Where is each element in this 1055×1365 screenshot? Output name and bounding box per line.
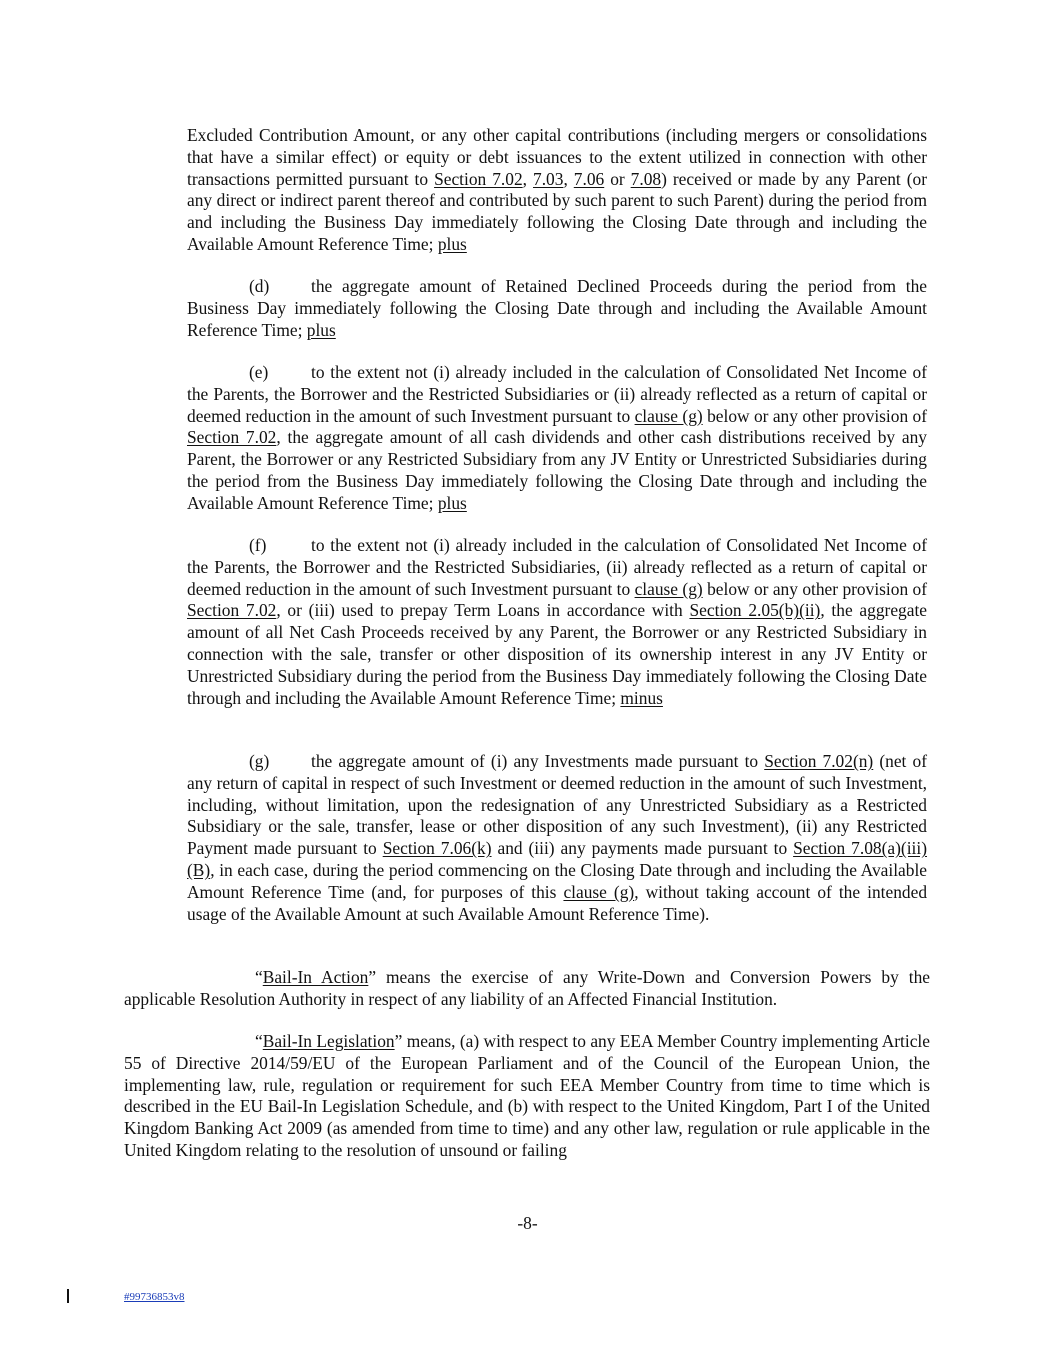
- clause-d: [187, 276, 927, 341]
- section-reference: Section 7.02: [434, 168, 523, 189]
- section-reference: 7.08: [630, 168, 662, 189]
- connector-word: plus: [306, 319, 336, 340]
- clause-e: [187, 362, 927, 515]
- defined-term: Bail-In Action: [262, 967, 369, 987]
- section-reference: Section 7.02: [187, 427, 277, 448]
- section-reference: 7.06: [573, 168, 605, 189]
- section-reference: 7.03: [533, 168, 564, 189]
- connector-word: minus: [620, 687, 663, 708]
- section-reference: Section 7.02: [187, 600, 277, 621]
- defined-term: Bail-In Legislation: [262, 1031, 395, 1051]
- paragraph-continuation: [187, 125, 927, 256]
- clause-g: [187, 751, 927, 925]
- open-quote: “: [255, 1031, 263, 1051]
- clause-text: (net of any return of capital in respect of such Investment or deemed reduction in the amount of such Investment, including, without limitation, upon the redesignation of any Unrestricted Subsidiary as a Restricted Subsidiary or the sale, transfer, lease or other disposition of any such Investment), (ii) any Restricted Payment made pursuant to: [187, 751, 927, 859]
- connector-word: plus: [437, 492, 467, 513]
- clause-text: below or any other provision of: [702, 578, 928, 599]
- section-reference: Section 7.08(a)(iii)(B): [187, 838, 927, 880]
- clause-label: (d): [249, 276, 270, 296]
- separator: ,: [563, 168, 574, 189]
- definition-bail-in-legislation: [124, 1031, 930, 1162]
- separator: or: [604, 168, 631, 189]
- section-reference: Section 7.02(n): [764, 751, 874, 771]
- definition-text: ” means the exercise of any Write-Down and Conversion Powers by the applicable Resolution Authority in respect of any liability of an Affected Financial Institution.: [124, 967, 930, 1009]
- clause-label: (e): [249, 362, 269, 382]
- clause-text: below or any other provision of: [702, 405, 928, 426]
- clause-label: (f): [249, 535, 267, 555]
- connector-word: plus: [437, 233, 467, 254]
- clause-text: the aggregate amount of Retained Declined Proceeds during the period from the Business Day immediately following the Closing Date through and including the Available Amount Reference Time;: [187, 276, 927, 340]
- clause-text: , or (iii) used to prepay Term Loans in accordance with: [276, 600, 690, 621]
- section-reference: Section 2.05(b)(ii): [689, 600, 821, 621]
- clause-text: to the extent not (i) already included in the calculation of Consolidated Net Income of the Parents, the Borrower and the Restricted Subsidiaries, (ii) already reflected as a return of capital or deemed reduction in the amount of such Investment pursuant to: [187, 535, 927, 599]
- definition-bail-in-action: [124, 967, 930, 1011]
- clause-text: the aggregate amount of (i) any Investments made pursuant to: [311, 751, 765, 771]
- clause-text: , in each case, during the period commencing on the Closing Date through and including the Available Amount Reference Time (and, for purposes of this: [187, 859, 927, 902]
- definition-text: ” means, (a) with respect to any EEA Member Country implementing Article 55 of Directive 2014/59/EU of the European Parliament and of the Council of the European Union, the implementing law, rule, regulation or requirement for such EEA Member Country from time to time which is described in the EU Bail-In Legislation Schedule, and (b) with respect to the United Kingdom, Part I of the United Kingdom Banking Act 2009 (as amended from time to time) and any other law, regulation or rule applicable in the United Kingdom relating to the resolution of unsound or failing: [124, 1031, 930, 1160]
- paragraph-text: ) received or made by any Parent (or any direct or indirect parent thereof and contributed by such parent to such Parent) during the period from and including the Business Day immediately following the Closing Date through and including the Available Amount Reference Time;: [187, 168, 928, 254]
- clause-text: , the aggregate amount of all Net Cash Proceeds received by any Parent, the Borrower or any Restricted Subsidiary in connection with the sale, transfer or other disposition of its ownership interest in any JV Entity or Unrestricted Subsidiary during the period from the Business Day immediately following the Closing Date through and including the Available Amount Reference Time;: [187, 600, 927, 708]
- paragraph-text: Excluded Contribution Amount, or any other capital contributions (including mergers or consolidations that have a similar effect) or equity or debt issuances to the extent utilized in connection with other transactions permitted pursuant to: [187, 125, 927, 189]
- separator: ,: [522, 168, 533, 189]
- revision-bar: [67, 1289, 69, 1303]
- clause-reference: clause (g): [634, 578, 703, 599]
- clause-text: and (iii) any payments made pursuant to: [491, 838, 794, 859]
- clause-reference: clause (g): [634, 405, 703, 426]
- clause-f: [187, 535, 927, 709]
- clause-text: , without taking account of the intended usage of the Available Amount at such Available Amount Reference Time).: [187, 881, 928, 924]
- section-reference: Section 7.06(k): [382, 838, 492, 859]
- page-number: -8-: [517, 1213, 538, 1233]
- clause-text: , the aggregate amount of all cash dividends and other cash distributions received by any Parent, the Borrower or any Restricted Subsidiary from any JV Entity or Unrestricted Subsidiaries during the period from the Business Day immediately following the Closing Date through and including the Available Amount Reference Time;: [187, 427, 927, 513]
- clause-text: to the extent not (i) already included in the calculation of Consolidated Net Income of the Parents, the Borrower and the Restricted Subsidiaries or (ii) already reflected as a return of capital or deemed reduction in the amount of such Investment pursuant to: [187, 362, 927, 426]
- clause-label: (g): [249, 751, 270, 771]
- clause-reference: clause (g): [563, 881, 635, 902]
- open-quote: “: [255, 967, 263, 987]
- document-id-link[interactable]: #99736853v8: [124, 1291, 185, 1303]
